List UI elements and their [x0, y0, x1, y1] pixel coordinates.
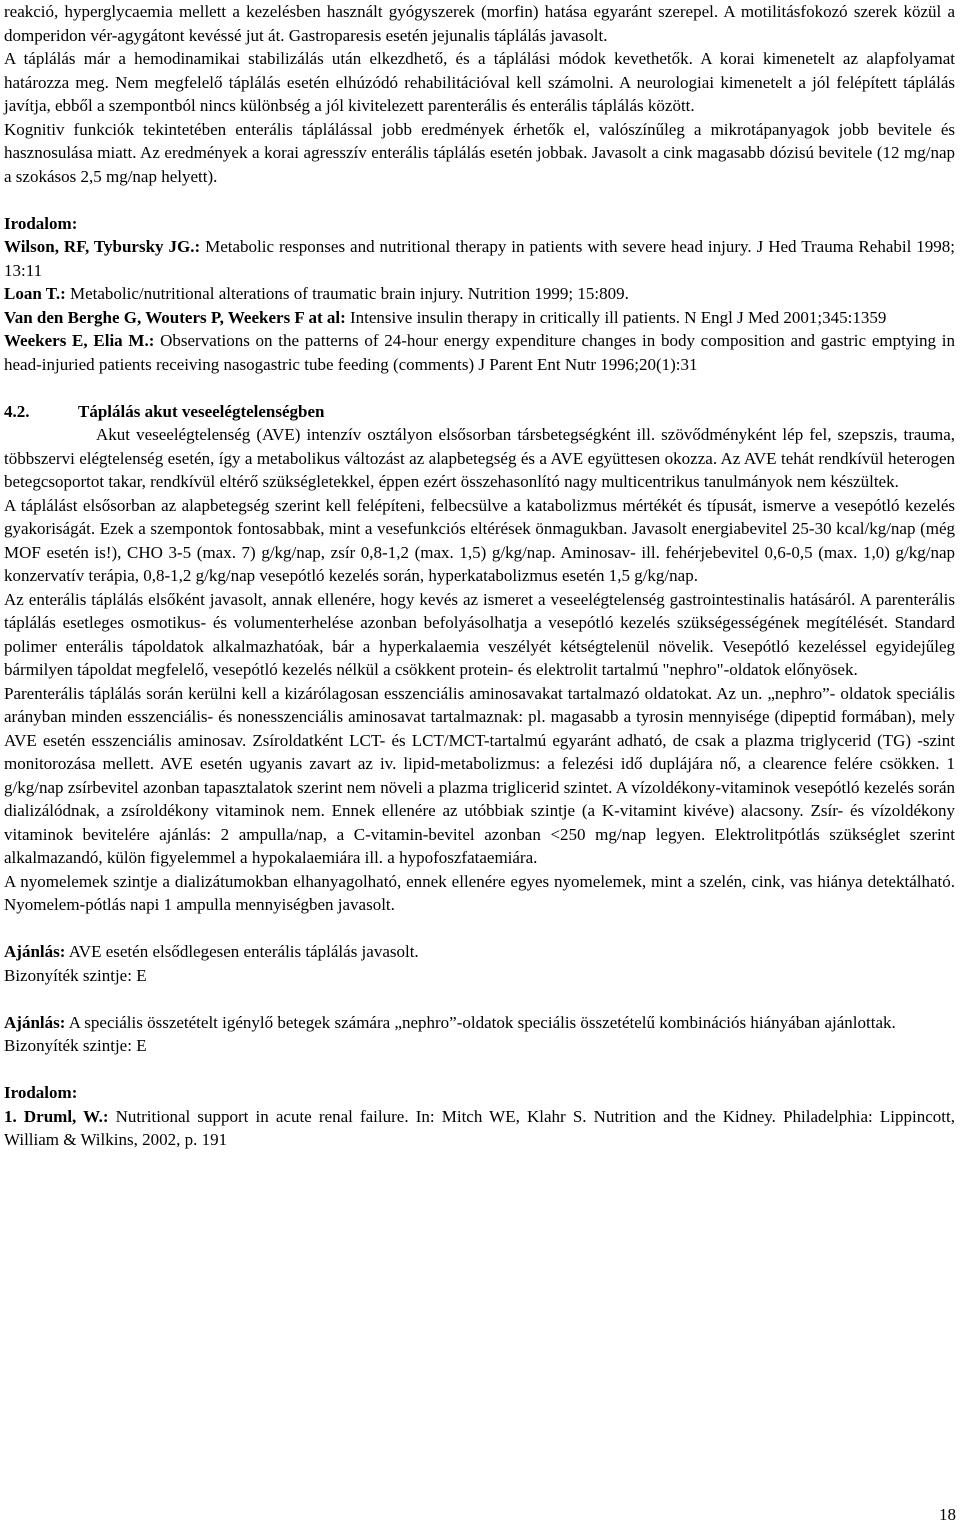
page-number: 18	[939, 1505, 956, 1524]
evidence-label: Bizonyíték szintje:	[4, 965, 132, 985]
evidence-level	[4, 1034, 955, 1058]
recommendation	[4, 940, 955, 964]
paragraph: Az enterális táplálás elsőként javasolt, annak ellenére, hogy kevés az ismeret a veseelégtelenség gastrointestinalis hatásáról. A parenterális táplálás esetleges osmotikus- és volumenterhelése azonban befolyásolhatja a vesepótló kezelés szükségességének megítélését. Standard polimer enterális tápoldatok alkalmazhatóak, bár a hyperkalaemia veszélyét kétségtelenül növelik. Vesepótló kezeléssel egyidejűleg bármilyen tápoldat megfelelő, vesepótló kezelés nélkül a csökkent protein- és elektrolit tartalmú "nephro"-oldatok előnyösek.	[4, 589, 955, 679]
paragraph: A táplálás már a hemodinamikai stabilizálás után elkezdhető, és a táplálási módok kevethetők. A korai kimenetelt az alapfolyamat határozza meg. Nem megfelelő táplálás esetén elhúzódó rehabilitációval kell számolni. A neurologiai kimenetelt a jól felépített táplálás javítja, ebből a szempontból nincs különbség a jól kivitelezett parenterális és enterális táplálás között.	[4, 49, 955, 115]
reference-authors: Van den Berghe G, Wouters P, Weekers F at al:	[4, 307, 346, 327]
document-page	[4, 0, 955, 1152]
reference-text: Metabolic/nutritional alterations of traumatic brain injury. Nutrition 1999; 15:809.	[65, 284, 629, 303]
reference-item	[4, 235, 955, 282]
reference-authors: 1. Druml, W.:	[4, 1106, 109, 1126]
reference-item	[4, 329, 955, 376]
reference-text: Nutritional support in acute renal failure. In: Mitch WE, Klahr S. Nutrition and the Kidney. Philadelphia: Lippincott, William & Wilkins, 2002, p. 191	[4, 1106, 955, 1149]
reference-authors: Loan T.:	[4, 284, 66, 303]
recommendation	[4, 1011, 955, 1035]
reference-item	[4, 306, 955, 330]
evidence-value: E	[131, 965, 147, 985]
paragraph: reakció, hyperglycaemia mellett a kezelésben használt gyógyszerek (morfin) hatása egyaránt szerepel. A motilitásfokozó szerek közül a domperidon vér-agygátont kevéssé jut át. Gastroparesis esetén jejunalis táplálás javasolt.	[4, 2, 955, 45]
section-title: Táplálás akut veseelégtelenségben	[78, 401, 325, 421]
recommendation-label: Ajánlás:	[4, 942, 66, 961]
section-number: 4.2.	[4, 401, 30, 421]
reference-text: Observations on the patterns of 24-hour energy expenditure changes in body composition and gastric emptying in head-injuried patients receiving nasogastric tube feeding (comments) J Parent Ent Nutr 1996;20(1):31	[4, 331, 955, 374]
reference-authors: Wilson, RF, Tybursky JG.:	[4, 237, 201, 256]
references-heading: Irodalom:	[4, 1083, 78, 1102]
paragraph: Kognitiv funkciók tekintetében enterális táplálással jobb eredmények érhetők el, valószínűleg a mikrotápanyagok jobb bevitele és hasznosulása miatt. Az eredmények a korai agresszív enterális táplálás esetén jobbak. Javasolt a cink magasabb dózisú bevitele (12 mg/nap a szokásos 2,5 mg/nap helyett).	[4, 119, 955, 186]
references-heading: Irodalom:	[4, 213, 78, 233]
evidence-value: E	[131, 1036, 147, 1055]
recommendation-label: Ajánlás:	[4, 1012, 66, 1032]
paragraph: A táplálást elsősorban az alapbetegség szerint kell felépíteni, felbecsülve a katabolizmus mértékét és típusát, ismerve a vesepótló kezelés gyakoriságát. Ezek a szempontok fontosabbak, mint a vesefunkciós eltérések önmagukban. Javasolt energiabevitel 25-30 kcal/kg/nap (még MOF esetén is!), CHO 3-5 (max. 7) g/kg/nap, zsír 0,8-1,2 (max. 1,5) g/kg/nap. Aminosav- ill. fehérjebevitel 0,6-0,5 (max. 1,0) g/kg/nap konzervatív terápia, 0,8-1,2 g/kg/nap vesepótló kezelés során, hyperkatabolizmus esetén 1,5 g/kg/nap.	[4, 495, 955, 585]
paragraph: Akut veseelégtelenség (AVE) intenzív osztályon elsősorban társbetegségként ill. szövődményként lép fel, szepszis, trauma, többszervi elégtelenség esetén, így a metabolikus változást az alapbetegség és a AVE együttesen okozza. Az AVE tehát rendkívül heterogen betegcsoportot takar, rendkívül eltérő szükségletekkel, éppen ezért összehasonlító nagy multicentrikus tanulmányok nem készültek.	[4, 425, 955, 491]
reference-text: Metabolic responses and nutritional therapy in patients with severe head injury. J Hed Trauma Rehabil 1998; 13:11	[4, 237, 955, 280]
paragraph: Parenterális táplálás során kerülni kell a kizárólagosan esszenciális aminosavakat tartalmazó oldatokat. Az un. „nephro”- oldatok speciális arányban minden esszenciális- és nonesszenciális aminosavat tartalmaznak: pl. magasabb a tyrosin mennyisége (dipeptid formában), mely AVE esetén esszenciális aminosav. Zsíroldatként LCT- és LCT/MCT-tartalmú egyaránt adható, de csak a plazma triglycerid (TG) -szint monitorozása mellett. AVE esetén ugyanis zavart az iv. lipid-metabolizmus: a felezési idő duplájára nő, a clearence felére csökken. 1 g/kg/nap zsírbevitel azonban tapasztalatok szerint nem növeli a plazma triglicerid szintet. A vízoldékony-vitaminok vesepótló kezelés során dializálódnak, a zsíroldékony vitaminok nem. Ennek ellenére az utóbbiak szintje (a K-vitamint kivéve) alacsony. Zsír- és vízoldékony vitaminok bevitelére ajánlás: 2 ampulla/nap, a C-vitamin-bevitel azonban <250 mg/nap legyen. Elektrolitpótlás szükséglet szerint alkalmazandó, külön figyelemmel a hypokalaemiára ill. a hypofoszfataemiára.	[4, 683, 955, 867]
reference-item	[4, 1105, 955, 1152]
evidence-label: Bizonyíték szintje:	[4, 1036, 132, 1055]
paragraph: A nyomelemek szintje a dializátumokban elhanyagolható, ennek ellenére egyes nyomelemek, mint a szelén, cink, vas hiánya detektálható. Nyomelem-pótlás napi 1 ampulla mennyiségben javasolt.	[4, 871, 955, 914]
reference-authors: Weekers E, Elia M.:	[4, 331, 155, 350]
reference-item	[4, 282, 955, 306]
section-heading	[4, 400, 955, 424]
recommendation-text: A speciális összetételt igénylő betegek számára „nephro”-oldatok speciális összetételű kombinációs hiányában ajánlottak.	[65, 1012, 896, 1032]
reference-text: Intensive insulin therapy in critically ill patients. N Engl J Med 2001;345:1359	[345, 307, 887, 327]
evidence-level	[4, 964, 955, 988]
recommendation-text: AVE esetén elsődlegesen enterális táplálás javasolt.	[65, 942, 419, 961]
